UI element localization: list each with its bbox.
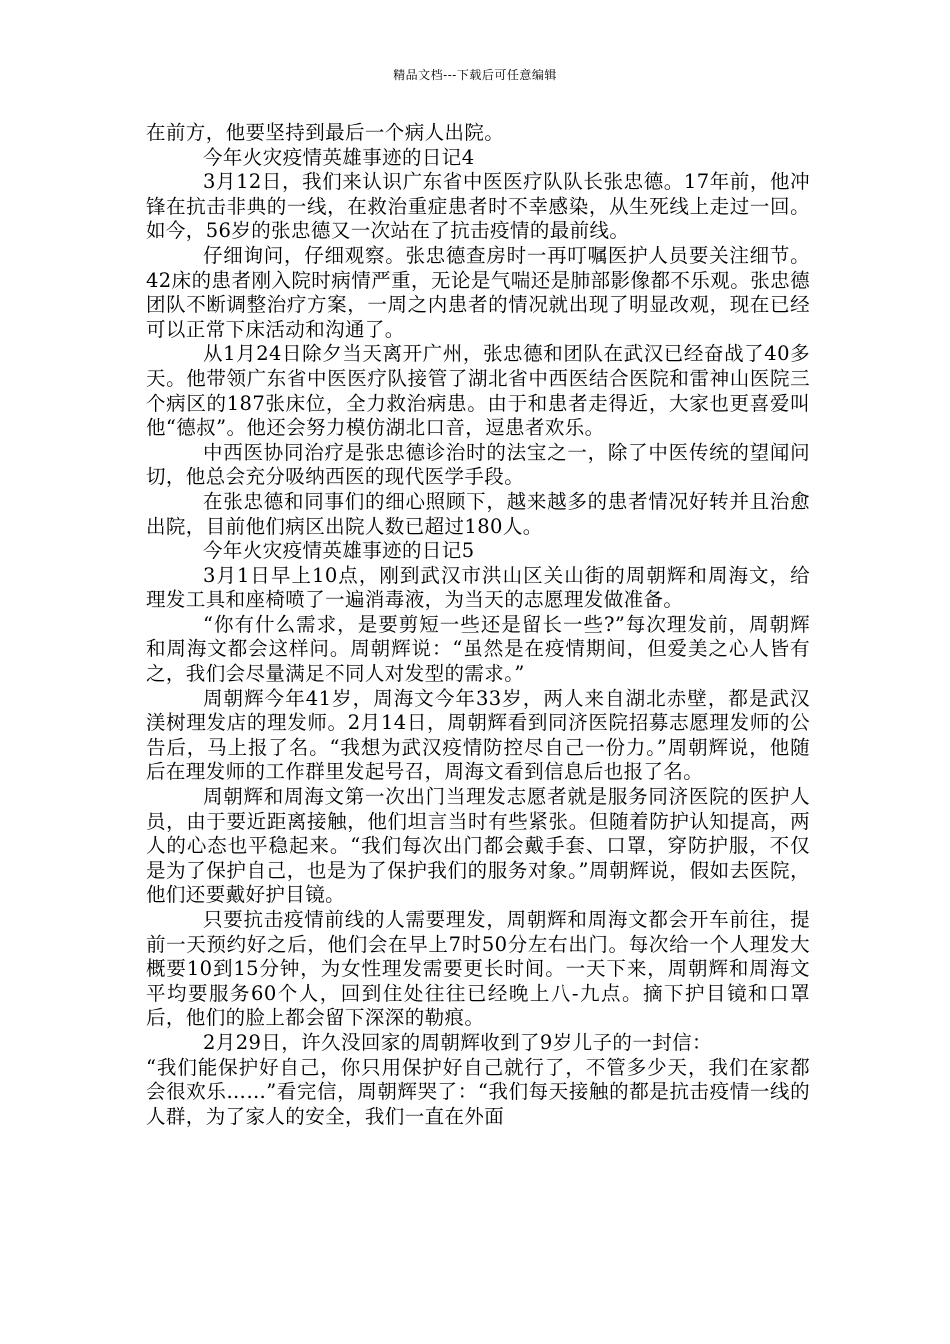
paragraph: “你有什么需求，是要剪短一些还是留长一些?”每次理发前，周朝辉和周海文都会这样问。周朝辉说：“虽然是在疫情期间，但爱美之心人皆有之，我们会尽量满足不同人对发型的需求。” xyxy=(146,612,810,686)
paragraph: 中西医协同治疗是张忠德诊治时的法宝之一，除了中医传统的望闻问切，他总会充分吸纳西医的现代医学手段。 xyxy=(146,440,810,489)
paragraph: 从1月24日除夕当天离开广州，张忠德和团队在武汉已经奋战了40多天。他带领广东省中医医疗队接管了湖北省中西医结合医院和雷神山医院三个病区的187张床位，全力救治病患。由于和患者走得近，大家也更喜爱叫他“德叔”。他还会努力模仿湖北口音，逗患者欢乐。 xyxy=(146,342,810,440)
paragraph: 3月12日，我们来认识广东省中医医疗队队长张忠德。17年前，他冲锋在抗击非典的一线，在救治重症患者时不幸感染，从生死线上走过一回。如今，56岁的张忠德又一次站在了抗击疫情的最前线。 xyxy=(146,170,810,243)
paragraph: 2月29日，许久没回家的周朝辉收到了9岁儿子的一封信： xyxy=(203,1030,712,1054)
section-heading: 今年火灾疫情英雄事迹的日记5 xyxy=(203,539,475,563)
page-header: 精品文档---下载后可任意编辑 xyxy=(393,68,557,82)
document-body xyxy=(146,121,810,1129)
paragraph: 周朝辉今年41岁，周海文今年33岁，两人来自湖北赤壁，都是武汉渼树理发店的理发师。2月14日，周朝辉看到同济医院招募志愿理发师的公告后，马上报了名。“我想为武汉疫情防控尽自己一份力。”周朝辉说，他随后在理发师的工作群里发起号召，周海文看到信息后也报了名。 xyxy=(146,686,810,784)
paragraph: “我们能保护好自己，你只用保护好自己就行了，不管多少天，我们在家都会很欢乐……”看完信，周朝辉哭了：“我们每天接触的都是抗击疫情一线的人群，为了家人的安全，我们一直在外面 xyxy=(146,1055,810,1128)
paragraph: 周朝辉和周海文第一次出门当理发志愿者就是服务同济医院的医护人员，由于要近距离接触，他们坦言当时有些紧张。但随着防护认知提高，两人的心态也平稳起来。“我们每次出门都会戴手套、口罩，穿防护服，不仅是为了保护自己，也是为了保护我们的服务对象。”周朝辉说，假如去医院，他们还要戴好护目镜。 xyxy=(146,785,810,907)
paragraph: 只要抗击疫情前线的人需要理发，周朝辉和周海文都会开车前往，提前一天预约好之后，他们会在早上7时50分左右出门。每次给一个人理发大概要10到15分钟，为女性理发需要更长时间。一天下来，周朝辉和周海文平均要服务60个人，回到住处往往已经晚上八-九点。摘下护目镜和口罩后，他们的脸上都会留下深深的勒痕。 xyxy=(146,908,810,1030)
paragraph: 在张忠德和同事们的细心照顾下，越来越多的患者情况好转并且治愈出院，目前他们病区出院人数已超过180人。 xyxy=(146,489,810,538)
paragraph: 仔细询问，仔细观察。张忠德查房时一再叮嘱医护人员要关注细节。42床的患者刚入院时病情严重，无论是气喘还是肺部影像都不乐观。张忠德团队不断调整治疗方案，一周之内患者的情况就出现了明显改观，现在已经可以正常下床活动和沟通了。 xyxy=(146,243,810,341)
paragraph: 3月1日早上10点，刚到武汉市洪山区关山街的周朝辉和周海文，给理发工具和座椅喷了一遍消毒液，为当天的志愿理发做准备。 xyxy=(146,563,810,612)
paragraph: 在前方，他要坚持到最后一个病人出院。 xyxy=(146,121,505,144)
section-heading: 今年火灾疫情英雄事迹的日记4 xyxy=(203,145,475,169)
